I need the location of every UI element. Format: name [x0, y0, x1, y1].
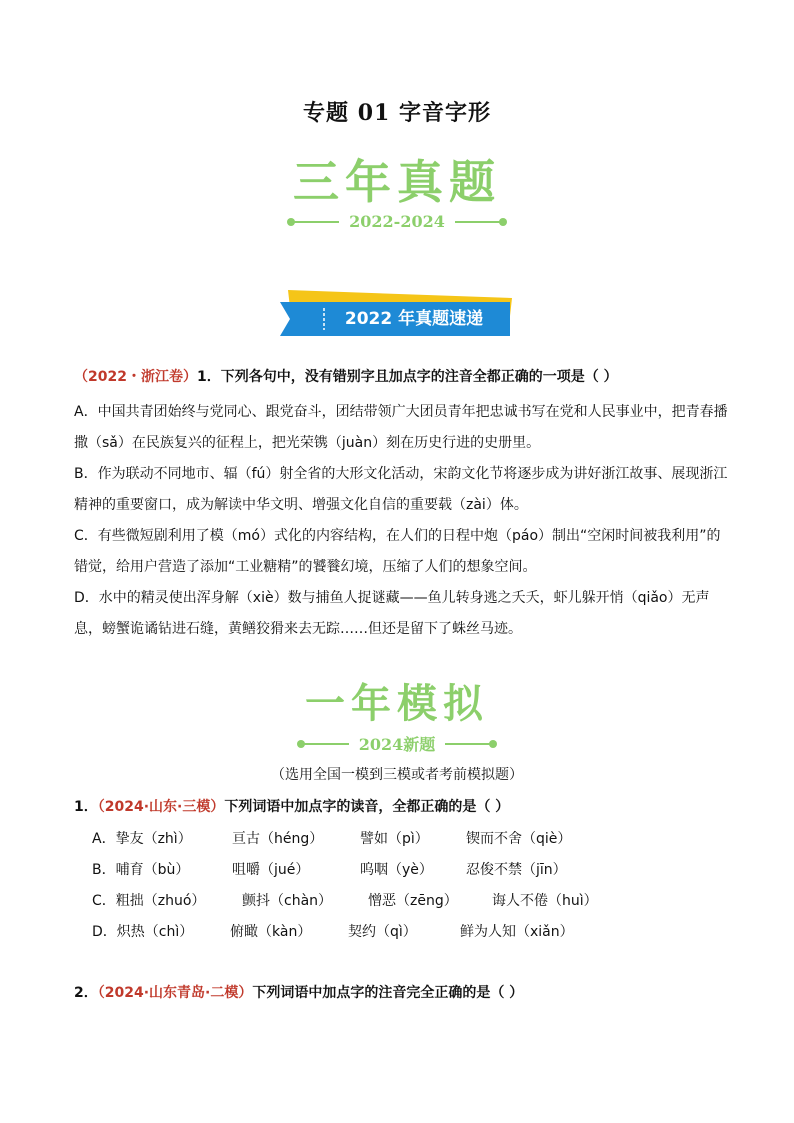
option-a: A．中国共青团始终与党同心、跟党奋斗，团结带领广大团员青年把忠诚书写在党和人民事业中，把青春播撒（sǎ）在民族复兴的征程上，把光荣镌（juàn）刻在历史行进的史册里。 [74, 404, 728, 451]
question-2022-stem [74, 366, 618, 386]
divider-line-right [445, 743, 493, 745]
option-cell: D．炽热（chì） [92, 924, 194, 940]
question-2022-options [74, 397, 734, 645]
option-cell: 咀嚼（jué） [232, 862, 310, 878]
years-label: 2024新题 [358, 735, 436, 754]
banner-label: 2022 年真题速递 [344, 309, 484, 329]
years-divider-2 [0, 732, 794, 755]
divider-line-left [301, 743, 349, 745]
option-cell: C．粗拙（zhuó） [92, 893, 206, 909]
question-2-stem [74, 982, 523, 1002]
divider-line-right [455, 221, 503, 223]
option-cell: 忍俊不禁（jīn） [466, 862, 567, 878]
option-row-d [92, 921, 610, 941]
question-number: 1． [74, 799, 98, 815]
section-heading-three-years: 三年真题 [293, 155, 501, 209]
option-cell: 锲而不舍（qiè） [466, 831, 572, 847]
option-c: C．有些微短剧利用了模（mó）式化的内容结构，在人们的日程中炮（páo）制出“空闲时间被我利用”的错觉，给用户营造了添加“工业糖精”的饕餮幻境，压缩了人们的想象空间。 [74, 528, 721, 575]
option-row-b [92, 859, 606, 879]
question-number: 2． [74, 985, 98, 1001]
option-row-c [92, 890, 632, 910]
option-cell: 亘古（héng） [232, 831, 324, 847]
option-cell: 呜咽（yè） [360, 862, 433, 878]
question-text: 下列词语中加点字的注音完全正确的是（ ） [252, 985, 524, 1001]
question-source: （2024·山东·三模） [97, 799, 225, 815]
section-heading-one-year: 一年模拟 [305, 681, 489, 727]
page-title: 专题 01 字音字形 [303, 100, 491, 126]
question-1-stem [74, 796, 509, 816]
question-text: 下列词语中加点字的读音，全都正确的是（ ） [224, 799, 510, 815]
option-b: B．作为联动不同地市、辐（fú）射全省的大形文化活动，宋韵文化节将逐步成为讲好浙江故事、展现浙江精神的重要窗口，成为解读中华文明、增强文化自信的重要载（zài）体。 [74, 466, 728, 513]
question-text: 1．下列各句中，没有错别字且加点字的注音全都正确的一项是（ ） [196, 369, 618, 385]
option-cell: A．挚友（zhì） [92, 831, 192, 847]
years-divider-1 [0, 212, 794, 231]
option-cell: 鲜为人知（xiǎn） [460, 924, 574, 940]
option-d: D．水中的精灵使出浑身解（xiè）数与捕鱼人捉谜藏——鱼儿转身逃之夭夭，虾儿躲开悄（qiǎo）无声息，螃蟹诡谲钻进石缝，黄鳝狡猾来去无踪……但还是留下了蛛丝马迹。 [74, 590, 710, 637]
divider-line-left [291, 221, 339, 223]
option-cell: B．哺育（bù） [92, 862, 190, 878]
option-cell: 颤抖（chàn） [242, 893, 333, 909]
option-cell: 憎恶（zēng） [368, 893, 458, 909]
option-cell: 诲人不倦（huì） [492, 893, 598, 909]
question-source: （2024·山东青岛·二模） [97, 985, 253, 1001]
question-source: （2022・浙江卷） [74, 369, 197, 385]
years-label: 2022-2024 [349, 212, 445, 231]
section-note: （选用全国一模到三模或者考前模拟题） [271, 767, 523, 783]
option-cell: 契约（qì） [348, 924, 417, 940]
option-row-a [92, 828, 606, 848]
option-cell: 譬如（pì） [360, 831, 429, 847]
option-cell: 俯瞰（kàn） [230, 924, 312, 940]
